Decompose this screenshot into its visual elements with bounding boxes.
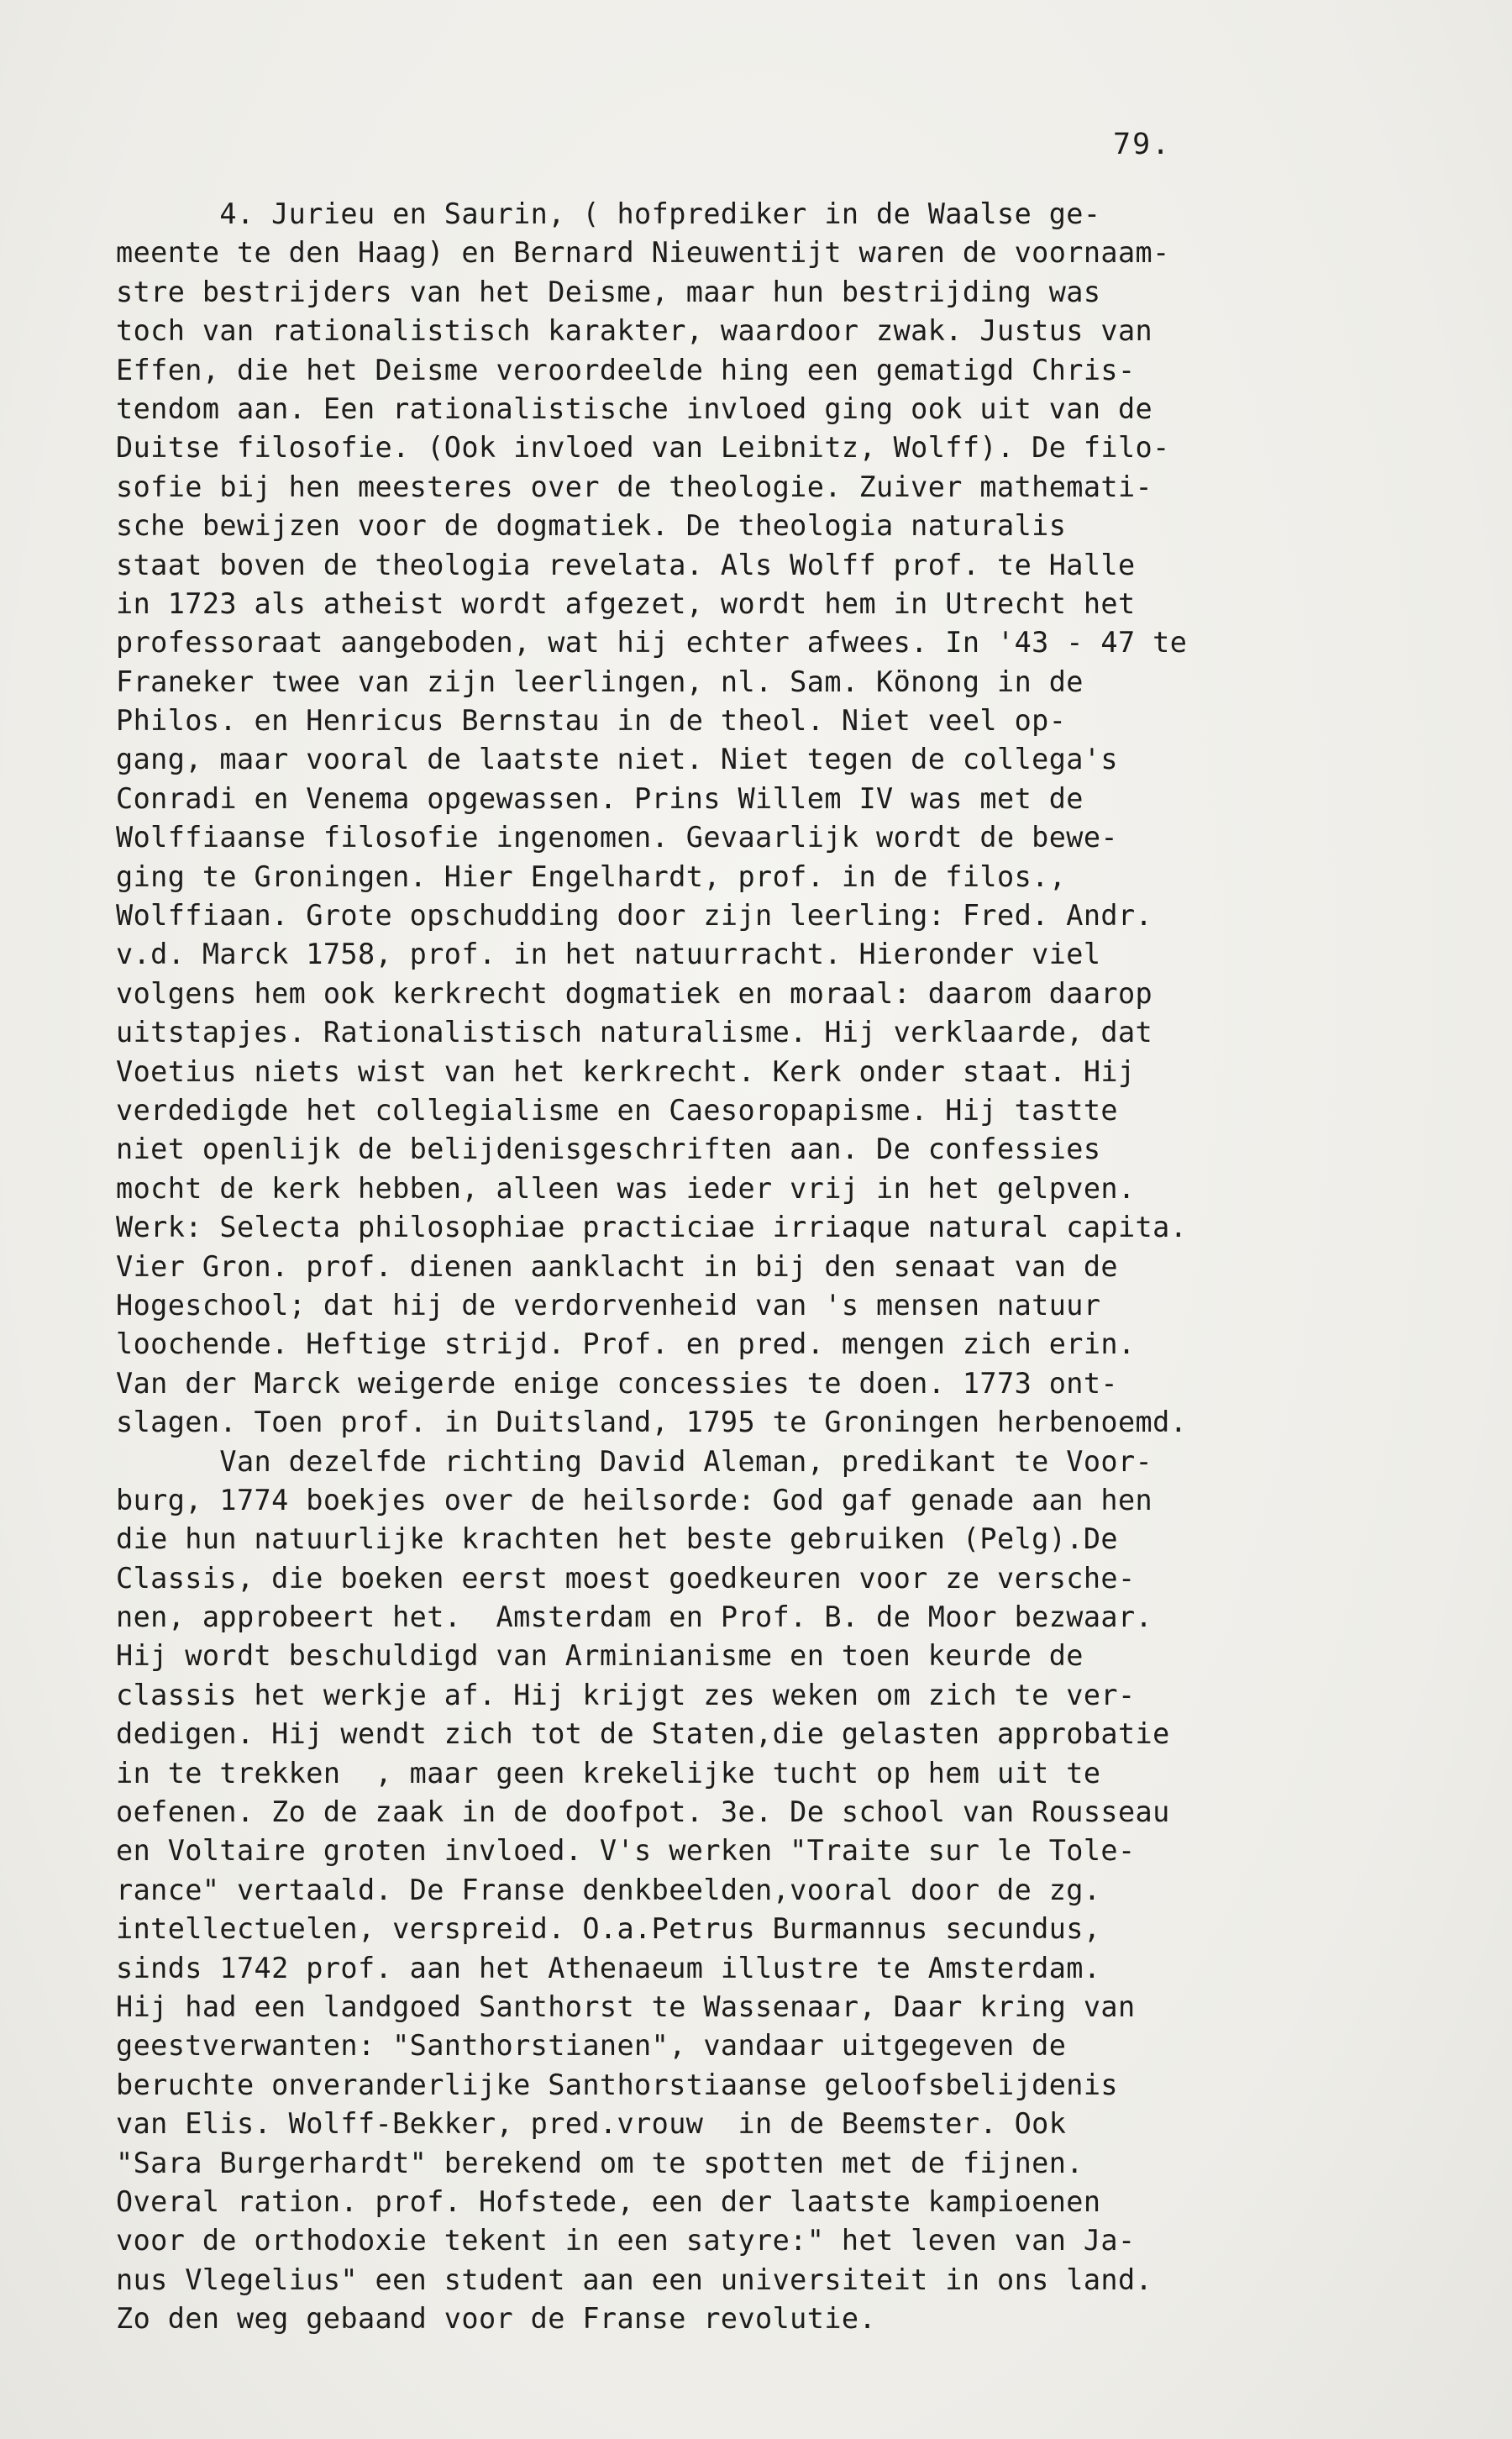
text-line: slagen. Toen prof. in Duitsland, 1795 te Groningen herbenoemd. bbox=[116, 1406, 1188, 1439]
text-line: Van dezelfde richting David Aleman, predikant te Voor- bbox=[116, 1444, 1153, 1478]
text-line: professoraat aangeboden, wat hij echter afwees. In '43 - 47 te bbox=[116, 626, 1188, 660]
text-line: Voetius niets wist van het kerkrecht. Kerk onder staat. Hij bbox=[116, 1054, 1136, 1088]
text-line: mocht de kerk hebben, alleen was ieder vrij in het gelpven. bbox=[116, 1171, 1136, 1205]
text-line: die hun natuurlijke krachten het beste gebruiken (Pelg).De bbox=[116, 1522, 1118, 1556]
typewritten-body bbox=[116, 195, 1426, 2338]
text-line: oefenen. Zo de zaak in de doofpot. 3e. De school van Rousseau bbox=[116, 1795, 1170, 1829]
text-line: Hogeschool; dat hij de verdorvenheid van 's mensen natuur bbox=[116, 1288, 1101, 1322]
text-line: Vier Gron. prof. dienen aanklacht in bij den senaat van de bbox=[116, 1249, 1118, 1283]
text-line: Overal ration. prof. Hofstede, een der laatste kampioenen bbox=[116, 2184, 1101, 2218]
text-line: verdedigde het collegialisme en Caesoropapisme. Hij tastte bbox=[116, 1093, 1118, 1127]
text-line: van Elis. Wolff-Bekker, pred.vrouw in de Beemster. Ook bbox=[116, 2107, 1067, 2141]
text-line: Wolffiaanse filosofie ingenomen. Gevaarlijk wordt de bewe- bbox=[116, 821, 1118, 854]
text-line: voor de orthodoxie tekent in een satyre:" het leven van Ja- bbox=[116, 2224, 1136, 2258]
text-line: Classis, die boeken eerst moest goedkeuren voor ze versche- bbox=[116, 1561, 1136, 1595]
text-line: nen, approbeert het. Amsterdam en Prof. B. de Moor bezwaar. bbox=[116, 1601, 1153, 1634]
page-number: 79. bbox=[1113, 128, 1172, 161]
text-line: Franeker twee van zijn leerlingen, nl. Sam. Könong in de bbox=[116, 665, 1084, 698]
text-line: loochende. Heftige strijd. Prof. en pred. mengen zich erin. bbox=[116, 1327, 1136, 1361]
text-line: intellectuelen, verspreid. O.a.Petrus Burmannus secundus, bbox=[116, 1912, 1101, 1946]
text-line: sinds 1742 prof. aan het Athenaeum illustre te Amsterdam. bbox=[116, 1951, 1101, 1984]
text-line: geestverwanten: "Santhorstianen", vandaar uitgegeven de bbox=[116, 2029, 1067, 2063]
text-line: toch van rationalistisch karakter, waardoor zwak. Justus van bbox=[116, 314, 1153, 348]
text-line: uitstapjes. Rationalistisch naturalisme. Hij verklaarde, dat bbox=[116, 1016, 1153, 1049]
text-line: nus Vlegelius" een student aan een universiteit in ons land. bbox=[116, 2263, 1153, 2296]
text-line: rance" vertaald. De Franse denkbeelden,vooral door de zg. bbox=[116, 1873, 1101, 1906]
text-line: Werk: Selecta philosophiae practiciae irriaque natural capita. bbox=[116, 1211, 1188, 1244]
text-line: Hij had een landgoed Santhorst te Wassenaar, Daar kring van bbox=[116, 1990, 1136, 2023]
text-line: Hij wordt beschuldigd van Arminianisme en toen keurde de bbox=[116, 1639, 1084, 1673]
text-line: Van der Marck weigerde enige concessies te doen. 1773 ont- bbox=[116, 1366, 1118, 1400]
text-line: Effen, die het Deisme veroordeelde hing een gematigd Chris- bbox=[116, 353, 1136, 386]
text-line: beruchte onveranderlijke Santhorstiaanse geloofsbelijdenis bbox=[116, 2068, 1118, 2101]
text-line: burg, 1774 boekjes over de heilsorde: God gaf genade aan hen bbox=[116, 1483, 1153, 1516]
text-line: meente te den Haag) en Bernard Nieuwentijt waren de voornaam- bbox=[116, 236, 1170, 270]
text-line: sofie bij hen meesteres over de theologie. Zuiver mathemati- bbox=[116, 470, 1153, 503]
text-line: v.d. Marck 1758, prof. in het natuurracht. Hieronder viel bbox=[116, 938, 1101, 971]
text-line: en Voltaire groten invloed. V's werken "Traite sur le Tole- bbox=[116, 1834, 1136, 1868]
text-line: gang, maar vooral de laatste niet. Niet tegen de collega's bbox=[116, 743, 1118, 776]
text-line: niet openlijk de belijdenisgeschriften aan. De confessies bbox=[116, 1133, 1101, 1166]
text-line: Conradi en Venema opgewassen. Prins Willem IV was met de bbox=[116, 781, 1084, 815]
text-line: tendom aan. Een rationalistische invloed ging ook uit van de bbox=[116, 392, 1153, 425]
text-line: stre bestrijders van het Deisme, maar hun bestrijding was bbox=[116, 275, 1101, 308]
text-line: in 1723 als atheist wordt afgezet, wordt hem in Utrecht het bbox=[116, 586, 1136, 620]
text-line: Zo den weg gebaand voor de Franse revolutie. bbox=[116, 2302, 877, 2336]
text-line: "Sara Burgerhardt" berekend om te spotten met de fijnen. bbox=[116, 2146, 1084, 2179]
text-line: 4. Jurieu en Saurin, ( hofprediker in de Waalse ge- bbox=[116, 197, 1101, 230]
text-line: volgens hem ook kerkrecht dogmatiek en moraal: daarom daarop bbox=[116, 976, 1153, 1010]
text-line: classis het werkje af. Hij krijgt zes weken om zich te ver- bbox=[116, 1678, 1136, 1711]
text-line: ging te Groningen. Hier Engelhardt, prof. in de filos., bbox=[116, 859, 1067, 893]
text-line: Wolffiaan. Grote opschudding door zijn leerling: Fred. Andr. bbox=[116, 899, 1153, 933]
text-line: Philos. en Henricus Bernstau in de theol. Niet veel op- bbox=[116, 704, 1067, 738]
text-line: in te trekken , maar geen krekelijke tucht op hem uit te bbox=[116, 1756, 1101, 1790]
text-line: Duitse filosofie. (Ook invloed van Leibnitz, Wolff). De filo- bbox=[116, 431, 1170, 465]
text-line: staat boven de theologia revelata. Als Wolff prof. te Halle bbox=[116, 548, 1136, 581]
text-line: dedigen. Hij wendt zich tot de Staten,die gelasten approbatie bbox=[116, 1717, 1170, 1751]
text-line: sche bewijzen voor de dogmatiek. De theologia naturalis bbox=[116, 509, 1067, 543]
